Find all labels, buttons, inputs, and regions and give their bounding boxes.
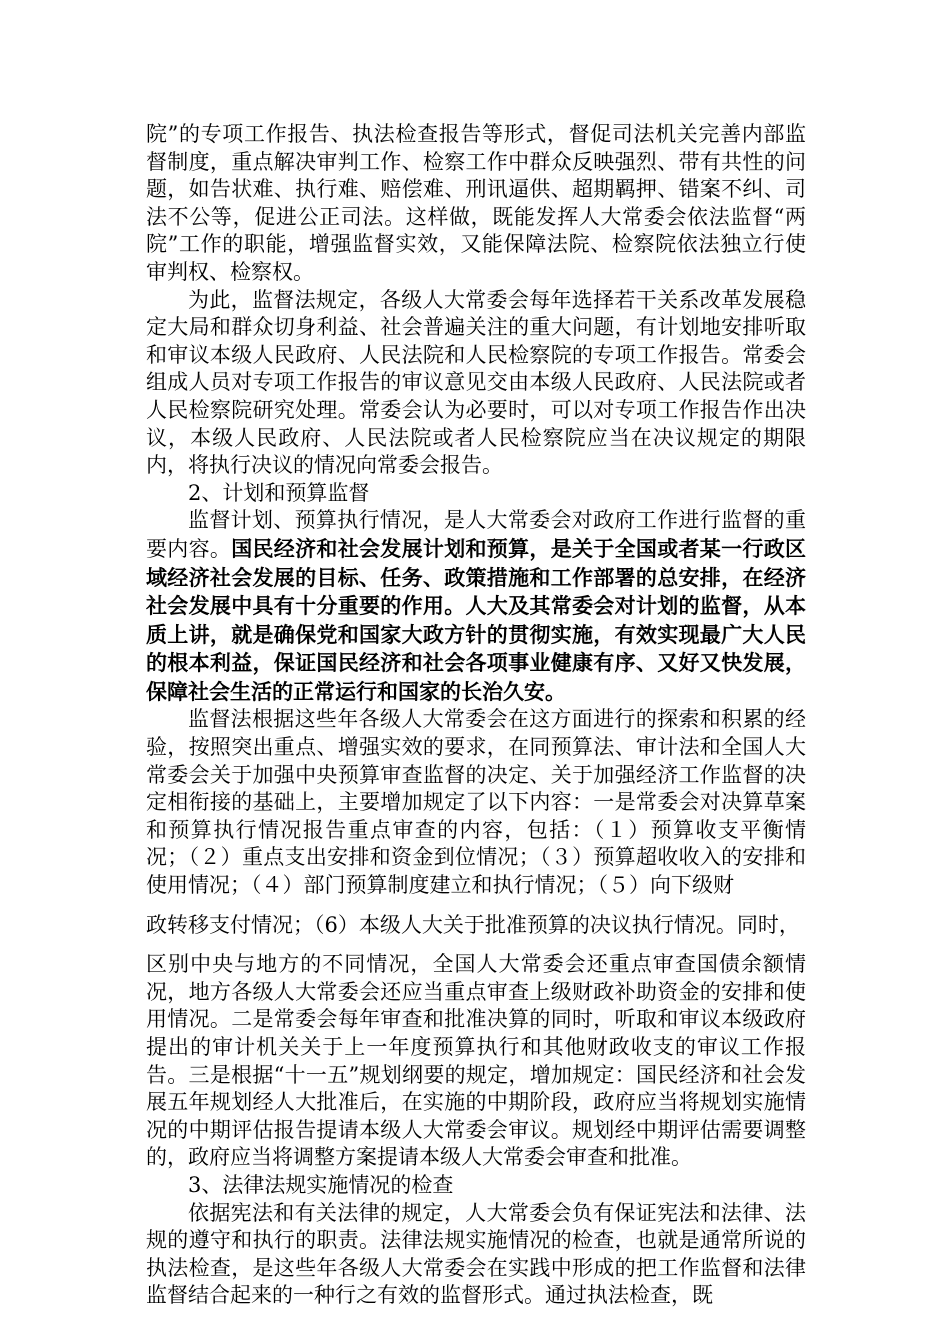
paragraph-3	[146, 507, 806, 706]
paragraph-5: 依据宪法和有关法律的规定，人大常委会负有保证宪法和法律、法规的遵守和执行的职责。法律法规实施情况的检查，也就是通常所说的执法检查，是这些年各级人大常委会在实践中形成的把工作监督和法律监督结合起来的一种行之有效的监督形式。通过执法检查，既	[146, 1200, 806, 1308]
paragraph-4-continued: 区别中央与地方的不同情况，全国人大常委会还重点审查国债余额情况，地方各级人大常委会还应当重点审查上级财政补助资金的安排和使用情况。二是常委会每年审查和批准决算的同时，听取和审议本级政府提出的审计机关关于上一年度预算执行和其他财政收支的审议工作报告。三是根据“十一五”规划纲要的规定，增加规定：国民经济和社会发展五年规划经人大批准后，在实施的中期阶段，政府应当将规划实施情况的中期评估报告提请本级人大常委会审议。规划经中期评估需要调整的，政府应当将调整方案提请本级人大常委会审查和批准。	[146, 952, 806, 1170]
section-heading-2: 2、计划和预算监督	[188, 480, 370, 505]
paragraph-4-line: 政转移支付情况；（6）本级人大关于批准预算的决议执行情况。同时，	[146, 912, 800, 937]
document-body	[146, 121, 806, 1310]
paragraph-1: 院”的专项工作报告、执法检查报告等形式，督促司法机关完善内部监督制度，重点解决审判工作、检察工作中群众反映强烈、带有共性的问题，如告状难、执行难、赔偿难、刑讯逼供、超期羁押、错案不纠、司法不公等，促进公正司法。这样做，既能发挥人大常委会依法监督“两院”工作的职能，增强监督实效，又能保障法院、检察院依法独立行使审判权、检察权。	[146, 122, 806, 284]
paragraph-3-bold: 国民经济和社会发展计划和预算，是关于全国或者某一行政区域经济社会发展的目标、任务、政策措施和工作部署的总安排，在经济社会发展中具有十分重要的作用。人大及其常委会对计划的监督，从本质上讲，就是确保党和国家大政方针的贯彻实施，有效实现最广大人民的根本利益，保证国民经济和社会各项事业健康有序、又好又快发展，保障社会生活的正常运行和国家的长治久安。	[146, 535, 807, 704]
section-heading-3: 3、法律法规实施情况的检查	[188, 1172, 454, 1197]
paragraph-3-intro: 监督计划、预算执行情况，是人大常委会对政府工作进行监督的重要内容。	[146, 508, 806, 561]
paragraph-4: 监督法根据这些年各级人大常委会在这方面进行的探索和积累的经验，按照突出重点、增强实效的要求，在同预算法、审计法和全国人大常委会关于加强中央预算审查监督的决定、关于加强经济工作监督的决定相衔接的基础上，主要增加规定了以下内容：一是常委会对决算草案和预算执行情况报告重点审查的内容，包括：（１）预算收支平衡情况；（２）重点支出安排和资金到位情况；（３）预算超收收入的安排和使用情况；（４）部门预算制度建立和执行情况；（５）向下级财	[146, 707, 806, 898]
paragraph-2: 为此，监督法规定，各级人大常委会每年选择若干关系改革发展稳定大局和群众切身利益、社会普遍关注的重大问题，有计划地安排听取和审议本级人民政府、人民法院和人民检察院的专项工作报告。常委会组成人员对专项工作报告的审议意见交由本级人民政府、人民法院或者人民检察院研究处理。常委会认为必要时，可以对专项工作报告作出决议，本级人民政府、人民法院或者人民检察院应当在决议规定的期限内，将执行决议的情况向常委会报告。	[146, 287, 806, 478]
